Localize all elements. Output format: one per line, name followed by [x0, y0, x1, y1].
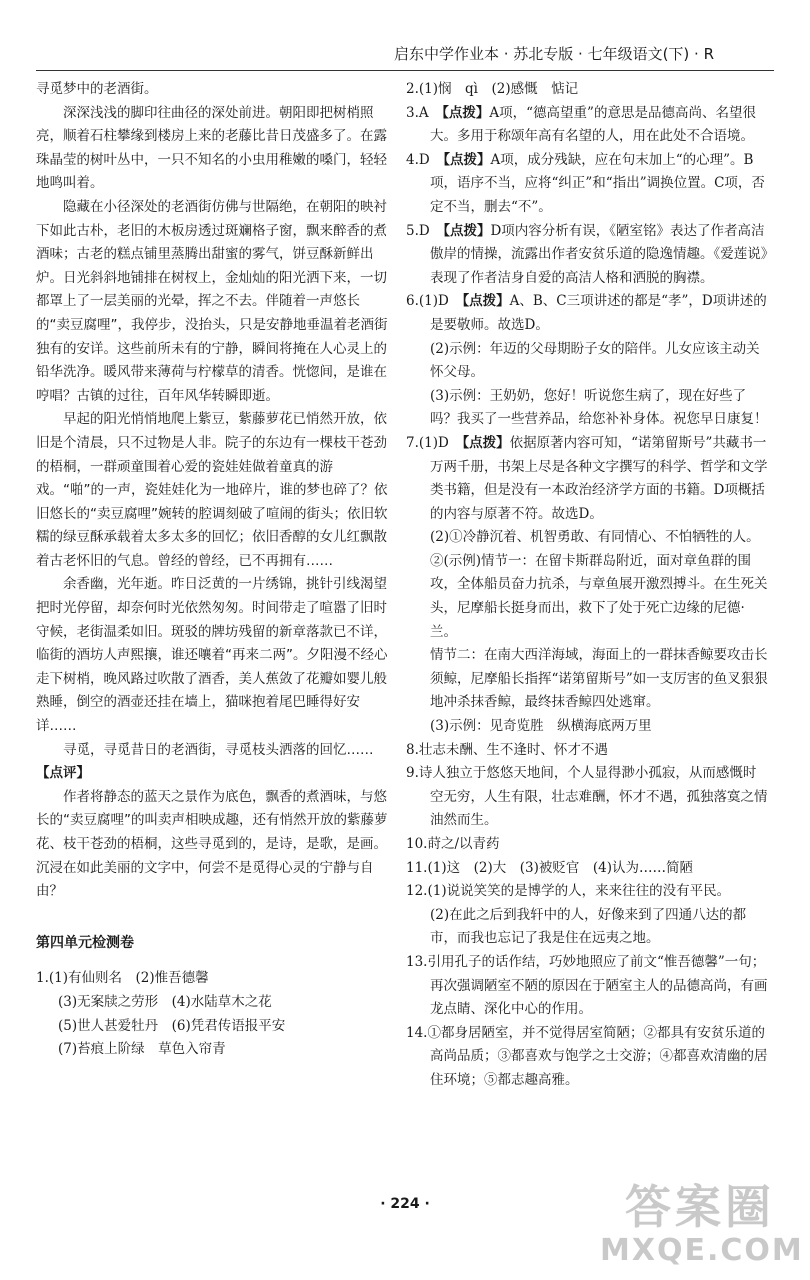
essay-paragraph: 早起的阳光悄悄地爬上紫豆，紫藤萝花已悄然开放，依旧是个清晨，只不过物是人非。院子的东边有一棵枝干苍劲的梧桐，一群顽童围着心爱的瓷娃娃做着童真的游戏。“啪”的一声，瓷娃娃化为一地碎片，谁的梦也碎了？依旧悠长的“卖豆腐哩”婉转的腔调刻破了喧闹的街头；依旧软糯的绿豆酥承载着太多太多的回忆；依旧香醇的女儿红飘散着古老怀旧的气息。曾经的曾经，已不再拥有……	[36, 411, 388, 569]
answer-number: 2.(1)悯 qì (2)感慨 惦记	[406, 81, 579, 97]
answer-number: 13.	[406, 953, 428, 970]
answer-text: 情节二：在南大西洋海域，海面上的一群抹香鲸要攻击长须鲸，尼摩船长指挥“诺第留斯号”如一支厉害的鱼叉狠狠地冲杀抹香鲸，最终抹香鲸四处逃窜。	[430, 647, 768, 711]
answer-item	[406, 526, 768, 550]
answer-text: 依据原著内容可知，“诺第留斯号”共藏书一万两千册，书架上尽是各种文字撰写的科学、哲学和文学类书籍，但是没有一本政治经济学方面的书籍。D项概括的内容与原著不符。故选D。	[430, 434, 768, 522]
watermark-url: MXQE.COM	[600, 1233, 804, 1268]
answer-line: 1.(1)有仙则名 (2)惟吾德馨	[36, 970, 209, 987]
answer-item	[406, 739, 768, 763]
answer-item	[406, 385, 768, 432]
essay-paragraph: 寻觅，寻觅昔日的老酒街，寻觅枝头洒落的回忆……	[63, 741, 374, 758]
answer-item	[406, 644, 768, 715]
answer-text: A项，成分残缺，应在句末加上“的心理”。B项，语序不当，应将“纠正”和“指出”调换位置。C项，否定不当，删去“不”。	[430, 151, 765, 215]
answer-item	[406, 432, 768, 526]
answer-item	[406, 762, 768, 833]
answer-number: 14.	[406, 1024, 428, 1041]
essay-paragraph: 隐藏在小径深处的老酒街仿佛与世隔绝，在朝阳的映衬下如此古朴，老旧的木板房透过斑斓格子窗，飘来醉香的煮酒味；古老的糕点铺里蒸腾出甜蜜的雾气，饼豆酥新鲜出炉。日光斜斜地铺排在树杈上，金灿灿的阳光洒下来，一切都罩上了一层美丽的光晕，挥之不去。伴随着一声悠长的“卖豆腐哩”，我停步，没抬头，只是安静地垂温着老酒街独有的安详。这些前所未有的宁静，瞬间将掩在人心灵上的铅华洗净。暖风带来薄荷与柠檬草的清香。恍惚间，是谁在哼唱？古镇的过往，百年风华转瞬即逝。	[36, 198, 388, 404]
essay-paragraph: 寻觅梦中的老酒街。	[36, 81, 158, 97]
answer-text: (3)示例：见奇览胜 纵横海底两万里	[430, 718, 652, 735]
left-column	[36, 78, 392, 1062]
answer-number: 12.	[406, 883, 428, 900]
answer-item	[406, 550, 768, 644]
answer-number: 3.A	[406, 104, 443, 121]
answer-text: ②(示例)情节一：在留卡斯群岛附近，面对章鱼群的围攻，全体船员奋力抗杀，与章鱼展开激烈搏斗。在生死关头，尼摩船长挺身而出，救下了处于死亡边缘的尼德·兰。	[430, 552, 768, 640]
answer-item	[406, 857, 768, 881]
answer-number: 8.壮志未酬、生不逢时、怀才不遇	[406, 741, 608, 758]
essay	[36, 78, 392, 904]
answer-number: 10.莳之/以青药	[406, 836, 500, 852]
answer-item	[406, 78, 768, 102]
answer-text: 引用孔子的话作结，巧妙地照应了前文“惟吾德馨”一句；再次强调陋室不陋的原因在于陋室主人的品德高尚，有画龙点睛、深化中心的作用。	[427, 953, 768, 1018]
answer-item	[406, 833, 768, 857]
page-number: · 224 ·	[380, 1196, 430, 1212]
answer-item	[406, 149, 768, 220]
hint-tag: 【点拨】	[462, 434, 510, 451]
answer-text: (2)示例：年迈的父母期盼子女的陪伴。儿女应该主动关怀父母。	[430, 340, 760, 381]
answer-text: (2)在此之后到我轩中的人，好像来到了四通八达的都市，而我也忘记了我是住在远夷之地。	[430, 906, 747, 947]
answer-item	[406, 880, 768, 904]
answer-item	[406, 951, 768, 1022]
answer-line: (3)无案牍之劳形 (4)水陆草木之花	[58, 993, 272, 1010]
answer-text: 诗人独立于悠悠天地间，个人显得渺小孤寂，从而感慨时空无穷，人生有限，壮志难酬，怀才不遇，孤独落寞之情油然而生。	[418, 765, 768, 829]
hint-tag: 【点拨】	[442, 104, 490, 121]
answer-1	[36, 967, 392, 1061]
essay-paragraph: 深深浅浅的脚印往曲径的深处前进。朝阳即把树梢照亮，顺着石柱攀缘到楼房上来的老藤比昔日茂盛多了。在露珠晶莹的树叶丛中，一只不知名的小虫用稚嫩的嗓门，轻轻地鸣叫着。	[36, 104, 387, 192]
comment-text: 作者将静态的蓝天之景作为底色，飘香的煮酒味，与悠长的“卖豆腐哩”的叫卖声相映成趣，还有悄然开放的紫藤萝花、枝干苍劲的梧桐，这些寻觅到的，是诗，是歌，是画。沉浸在如此美丽的文字中，何尝不是觅得心灵的宁静与自由？	[36, 788, 388, 900]
hint-tag: 【点拨】	[443, 222, 491, 239]
answer-text: A项，“德高望重”的意思是品德高尚、名望很大。多用于称颂年高有名望的人，用在此处不合语境。	[430, 104, 756, 145]
answer-item	[406, 102, 768, 149]
answer-number: 7.(1)D	[406, 434, 463, 451]
answer-line: (5)世人甚爱牡丹 (6)凭君传语报平安	[58, 1017, 286, 1034]
answer-text: (1)说说笑笑的是博学的人，来来往往的没有平民。	[427, 883, 731, 900]
answer-item	[406, 904, 768, 951]
essay-paragraph: 余香幽，光年逝。昨日泛黄的一片绣锦，挑针引线渴望把时光停留，却奈何时光依然匆匆。时间带走了喧嚣了旧时守候，老街温柔如旧。斑驳的牌坊残留的新章落款已不详，临街的酒坊人声熙攘，谁还嚷着“再来二两”。夕阳漫不经心走下树梢，晚风路过吹散了酒香，美人蕉敛了花瓣如婴儿般熟睡，倒空的酒壶还挂在墙上，猫咪抱着尾巴睡得好安详……	[36, 576, 388, 735]
answer-text: D项内容分析有误，《陋室铭》表达了作者高洁傲岸的情操，流露出作者安贫乐道的隐逸情趣。《爱莲说》表现了作者洁身自爱的高洁人格和洒脱的胸襟。	[430, 222, 768, 286]
hint-tag: 【点拨】	[443, 151, 491, 168]
header-title: 启东中学作业本 · 苏北专版 · 七年级语文(下) · R	[393, 45, 714, 63]
answer-line: (7)苔痕上阶绿 草色入帘青	[58, 1041, 226, 1058]
answer-text: (3)示例：王奶奶，您好！听说您生病了，现在好些了吗？我买了一些营养品，给您补补身体。祝您早日康复！	[430, 387, 768, 428]
page-header	[36, 40, 774, 71]
watermark-logo-text: 答案圈	[625, 1180, 775, 1234]
answer-number: 5.D	[406, 222, 444, 239]
answer-number: 4.D	[406, 151, 444, 168]
answer-text: A、B、C三项讲述的都是“孝”，D项讲述的是要敬师。故选D。	[430, 293, 767, 333]
answer-item	[406, 338, 768, 385]
answer-item	[406, 290, 768, 337]
answer-text: ①都身居陋室，并不觉得居室简陋；②都具有安贫乐道的高尚品质；③都喜欢与饱学之士交游；④都喜欢清幽的居住环境；⑤都志趣高雅。	[427, 1024, 768, 1088]
unit-title: 第四单元检测卷	[36, 934, 134, 951]
answer-number: 11.(1)这 (2)大 (3)被贬官 (4)认为……简陋	[406, 859, 693, 876]
hint-tag: 【点拨】	[462, 293, 510, 310]
answer-number: 9.	[406, 765, 419, 782]
answer-number: 6.(1)D	[406, 293, 463, 310]
right-column	[406, 78, 768, 1093]
answer-text: (2)①冷静沉着、机智勇敢、有同情心、不怕牺牲的人。	[430, 529, 760, 546]
watermark	[600, 1180, 804, 1275]
comment-label: 【点评】	[36, 765, 90, 782]
answer-item	[406, 1022, 768, 1093]
answer-item	[406, 715, 768, 739]
answer-item	[406, 220, 768, 291]
